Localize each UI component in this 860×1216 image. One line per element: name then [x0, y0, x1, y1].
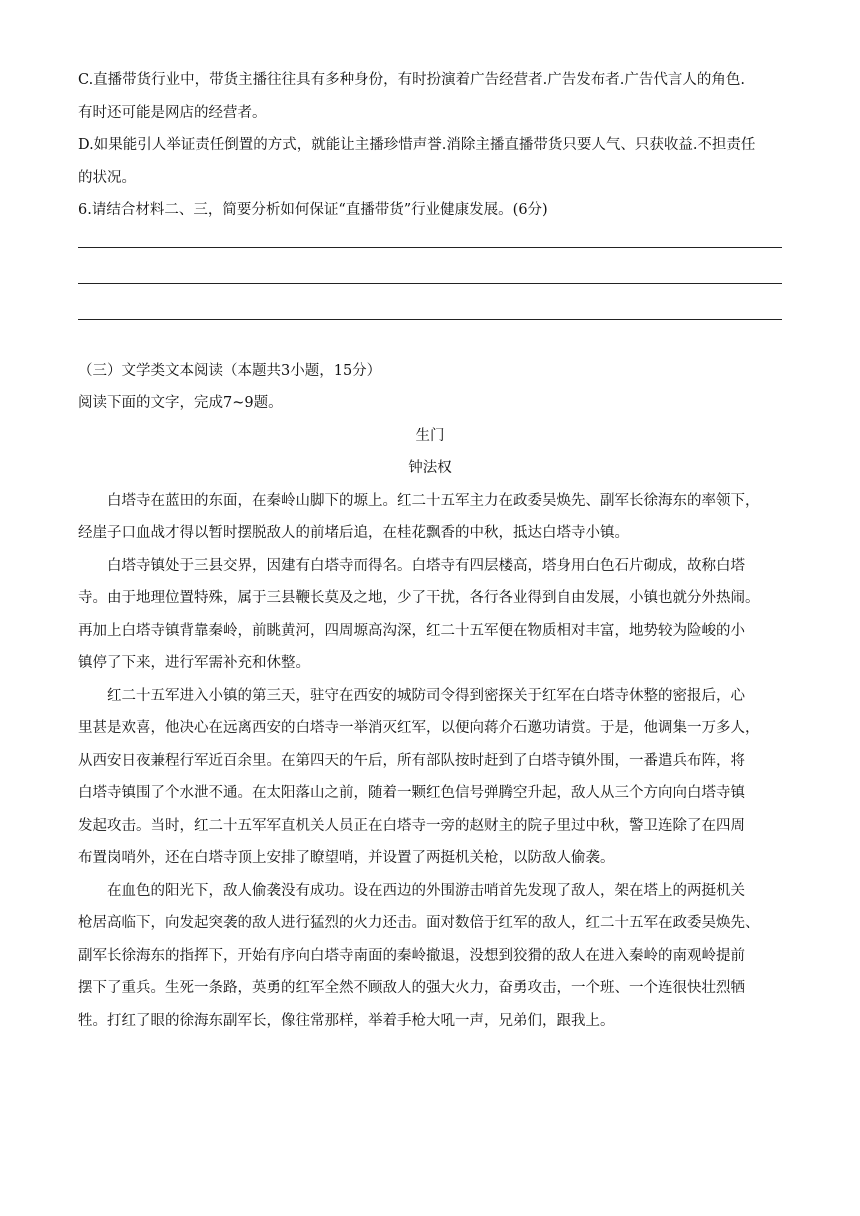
option-d	[78, 129, 782, 194]
answer-line-2	[78, 283, 782, 284]
paragraph-line: 镇停了下来，进行军需补充和休整。	[78, 655, 310, 671]
paragraph-line: 红二十五军进入小镇的第三天，驻守在西安的城防司令得到密探关于红军在白塔寺休整的密报后，心	[107, 687, 745, 704]
paragraph-3	[78, 680, 782, 875]
answer-line-1	[78, 247, 782, 248]
answer-area	[78, 247, 782, 320]
paragraph-line: 布置岗哨外，还在白塔寺顶上安排了瞭望哨，并设置了两挺机关枪，以防敌人偷袭。	[78, 850, 615, 866]
paragraph-line: 副军长徐海东的指挥下，开始有序向白塔寺南面的秦岭撤退，没想到狡猾的敌人在进入秦岭的南观岭提前	[78, 947, 745, 964]
paragraph-line: 从西安日夜兼程行军近百余里。在第四天的午后，所有部队按时赶到了白塔寺镇外围，一番遣兵布阵，将	[78, 752, 745, 769]
paragraph-line: 寺。由于地理位置特殊，属于三县鞭长莫及之地，少了干扰，各行各业得到自由发展，小镇也就分外热闹。	[78, 590, 760, 606]
paragraph-line: 白塔寺镇围了个水泄不通。在太阳落山之前，随着一颗红色信号弹腾空升起，敌人从三个方向向白塔寺镇	[78, 785, 745, 801]
paragraph-line: 再加上白塔寺镇背靠秦岭，前眺黄河，四周塬高沟深，红二十五军便在物质相对丰富，地势较为险峻的小	[78, 622, 745, 639]
paragraph-2	[78, 550, 782, 680]
section-heading: （三）文学类文本阅读（本题共3小题，15分）	[78, 362, 382, 379]
reading-instruction: 阅读下面的文字，完成7~9题。	[78, 395, 283, 411]
paragraph-line: 白塔寺在蓝田的东面，在秦岭山脚下的塬上。红二十五军主力在政委吴焕先、副军长徐海东的率领下，	[107, 492, 760, 509]
option-c-line-2: 有时还可能是网店的经营者。	[78, 104, 267, 121]
story-author: 钟法权	[408, 460, 452, 476]
paragraph-line: 摆下了重兵。生死一条路，英勇的红军全然不顾敌人的强大火力，奋勇攻击，一个班、一个连很快壮烈牺	[78, 980, 745, 996]
option-d-line-1: D.如果能引人举证责任倒置的方式，就能让主播珍惜声誉.消除主播直播带货只要人气、只获收益.不担责任	[78, 137, 756, 153]
paragraph-line: 枪居高临下，向发起突袭的敌人进行猛烈的火力还击。面对数倍于红军的敌人，红二十五军在政委吴焕先、	[78, 915, 760, 931]
paragraph-line: 牲。打红了眼的徐海东副军长，像往常那样，举着手枪大吼一声，兄弟们，跟我上。	[78, 1012, 615, 1029]
option-d-line-2: 的状况。	[78, 169, 136, 186]
paragraph-line: 白塔寺镇处于三县交界，因建有白塔寺而得名。白塔寺有四层楼高，塔身用白色石片砌成，故称白塔	[107, 557, 745, 574]
paragraph-line: 经崖子口血战才得以暂时摆脱敌人的前堵后追，在桂花飘香的中秋，抵达白塔寺小镇。	[78, 525, 629, 541]
answer-line-3	[78, 319, 782, 320]
paragraph-line: 里甚是欢喜，他决心在远离西安的白塔寺一举消灭红军，以便向蒋介石邀功请赏。于是，他调集一万多人，	[78, 720, 760, 736]
paragraph-line: 在血色的阳光下，敌人偷袭没有成功。设在西边的外围游击哨首先发现了敌人，架在塔上的两挺机关	[107, 882, 745, 899]
story-title: 生门	[415, 427, 445, 444]
paragraph-1	[78, 485, 782, 550]
paragraph-line: 发起攻击。当时，红二十五军军直机关人员正在白塔寺一旁的赵财主的院子里过中秋，警卫连除了在四周	[78, 817, 745, 834]
question-6: 6.请结合材料二、三，简要分析如何保证“直播带货”行业健康发展。(6分)	[78, 202, 548, 218]
paragraph-4	[78, 875, 782, 1038]
option-c-line-1: C.直播带货行业中，带货主播往往具有多种身份，有时扮演着广告经营者.广告发布者.广告代言人的角色.	[78, 72, 746, 88]
option-c	[78, 64, 782, 129]
document-page	[78, 64, 782, 1037]
